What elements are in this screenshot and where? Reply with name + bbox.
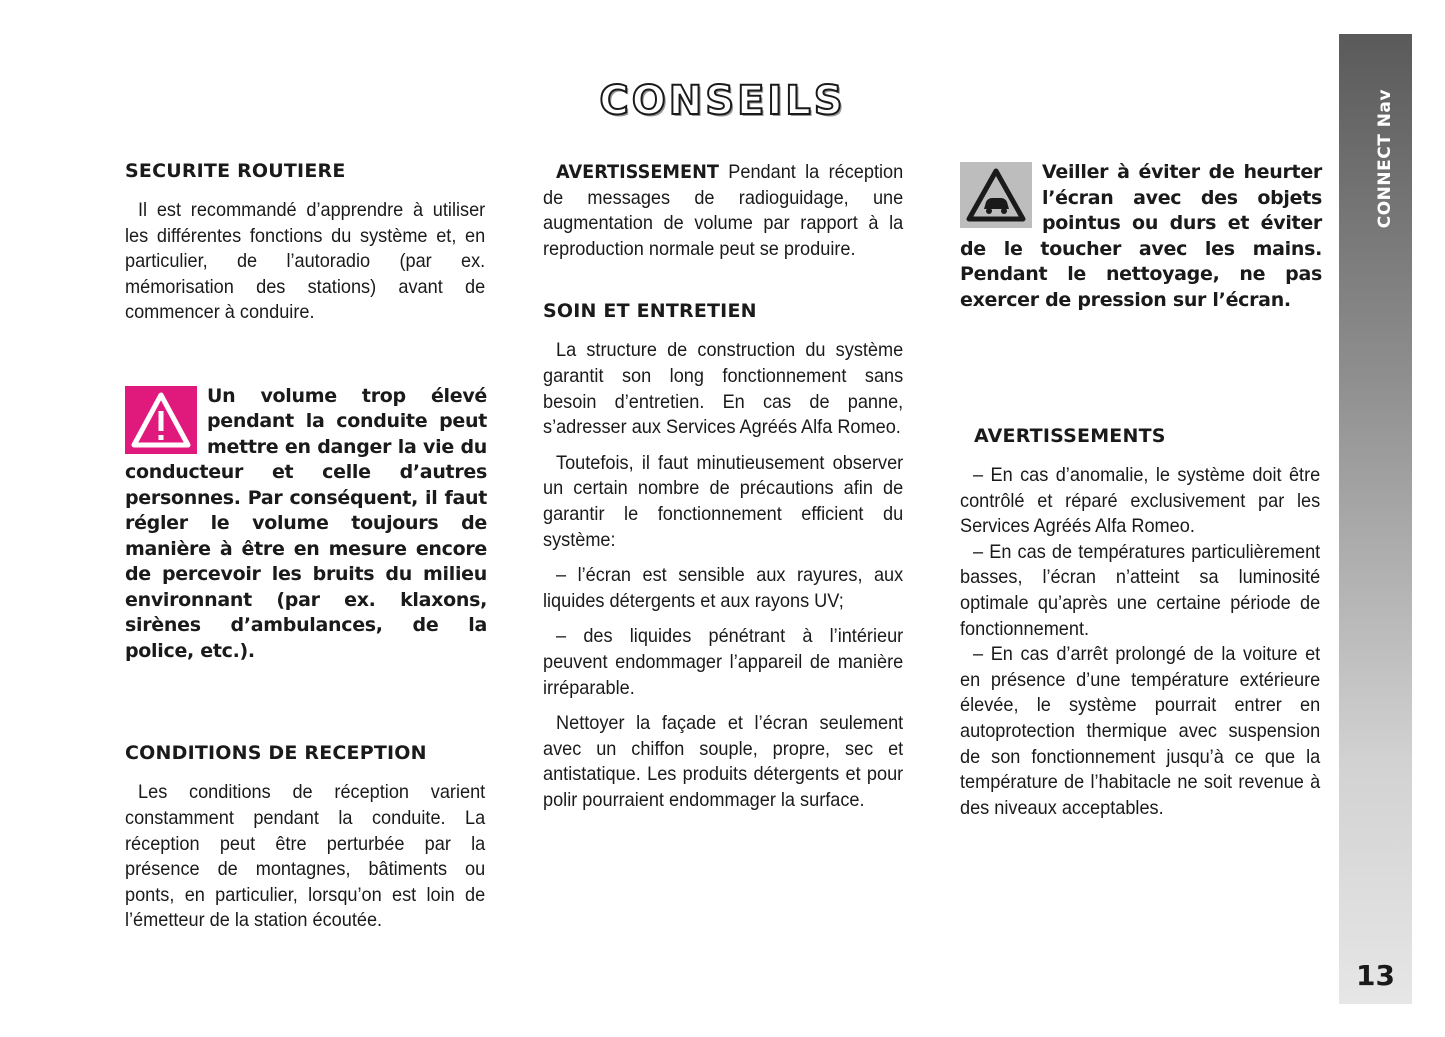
section-heading-reception: CONDITIONS DE RECEPTION xyxy=(125,742,427,765)
warning-triangle-icon xyxy=(125,386,197,454)
section-heading-soin: SOIN ET ENTRETIEN xyxy=(543,300,757,323)
volume-warning-text: Un volume trop élevé pendant la conduite peut mettre en danger la vie du conducteur et celle d’autres personnes. Par conséquent, il faut régler le volume toujours de manière à être en mesure encore de percevoir les bruits du milieu environnant (par ex. klaxons, sirènes d’ambulances, de la police, etc.). xyxy=(125,384,487,662)
soin-paragraph-4: – des liquides pénétrant à l’intérieur peuvent endommager l’appareil de manière irréparable. xyxy=(543,625,904,699)
avertissements-item-3: – En cas d’arrêt prolongé de la voiture et en présence d’une température extérieure élevée, le système pourrait entrer en autoprotection thermique avec suspension de son fonctionnement jusqu’à ce que la température de l’habitacle ne soit revenue à des niveaux acceptables. xyxy=(960,643,1321,819)
avertissements-item-1: – En cas d’anomalie, le système doit être contrôlé et réparé exclusivement par les Services Agréés Alfa Romeo. xyxy=(960,464,1321,538)
column-left xyxy=(125,160,487,934)
column-middle xyxy=(543,160,905,813)
securite-paragraph: Il est recommandé d’apprendre à utiliser les différentes fonctions du système et, en particulier, de l’autoradio (par ex. mémorisation des stations) avant de commencer à conduire. xyxy=(125,199,486,324)
avertissement-paragraph xyxy=(543,160,903,262)
section-heading-avertissements: AVERTISSEMENTS xyxy=(974,425,1166,447)
avertissement-lead: AVERTISSEMENT xyxy=(556,161,719,183)
soin-paragraph-2: Toutefois, il faut minutieusement observer un certain nombre de précautions afin de garantir le fonctionnement efficient du système: xyxy=(543,451,904,551)
soin-paragraph-3: – l’écran est sensible aux rayures, aux liquides détergents et aux rayons UV; xyxy=(543,564,904,612)
soin-paragraph-5: Nettoyer la façade et l’écran seulement avec un chiffon souple, propre, sec et antistatique. Les produits détergents et pour polir pourraient endommager la surface. xyxy=(543,712,904,811)
page-title: CONSEILS xyxy=(599,78,846,124)
screen-warning-block xyxy=(960,160,1322,313)
column-right xyxy=(960,160,1322,821)
car-warning-triangle-icon xyxy=(960,162,1032,228)
side-tab-label: CONNECT Nav xyxy=(1375,89,1395,229)
section-heading-securite: SECURITE ROUTIERE xyxy=(125,160,346,182)
avertissement-text: Pendant la réception de messages de radioguidage, une augmentation de volume par rapport à la reproduction normale peut se produire. xyxy=(543,161,904,260)
volume-warning-block xyxy=(125,384,487,665)
soin-paragraph-1: La structure de construction du système garantit son long fonctionnement sans besoin d’entretien. En cas de panne, s’adresser aux Services Agréés Alfa Romeo. xyxy=(543,339,904,439)
reception-paragraph: Les conditions de réception varient constamment pendant la conduite. La réception peut être perturbée par la présence de montagnes, bâtiments ou ponts, en particulier, lorsqu’on est loin de l’émetteur de la station écoutée. xyxy=(125,781,486,932)
avertissements-item-2: – En cas de températures particulièrement basses, l’écran n’atteint sa luminosité optimale qu’après une certaine période de fonctionnement. xyxy=(960,540,1321,640)
screen-warning-text: Veiller à éviter de heurter l’écran avec des objets pointus ou durs et éviter de le toucher avec les mains. Pendant le nettoyage, ne pas exercer de pression sur l’écran. xyxy=(960,161,1322,311)
side-tab xyxy=(1339,34,1412,1004)
page-number: 13 xyxy=(1356,959,1395,992)
